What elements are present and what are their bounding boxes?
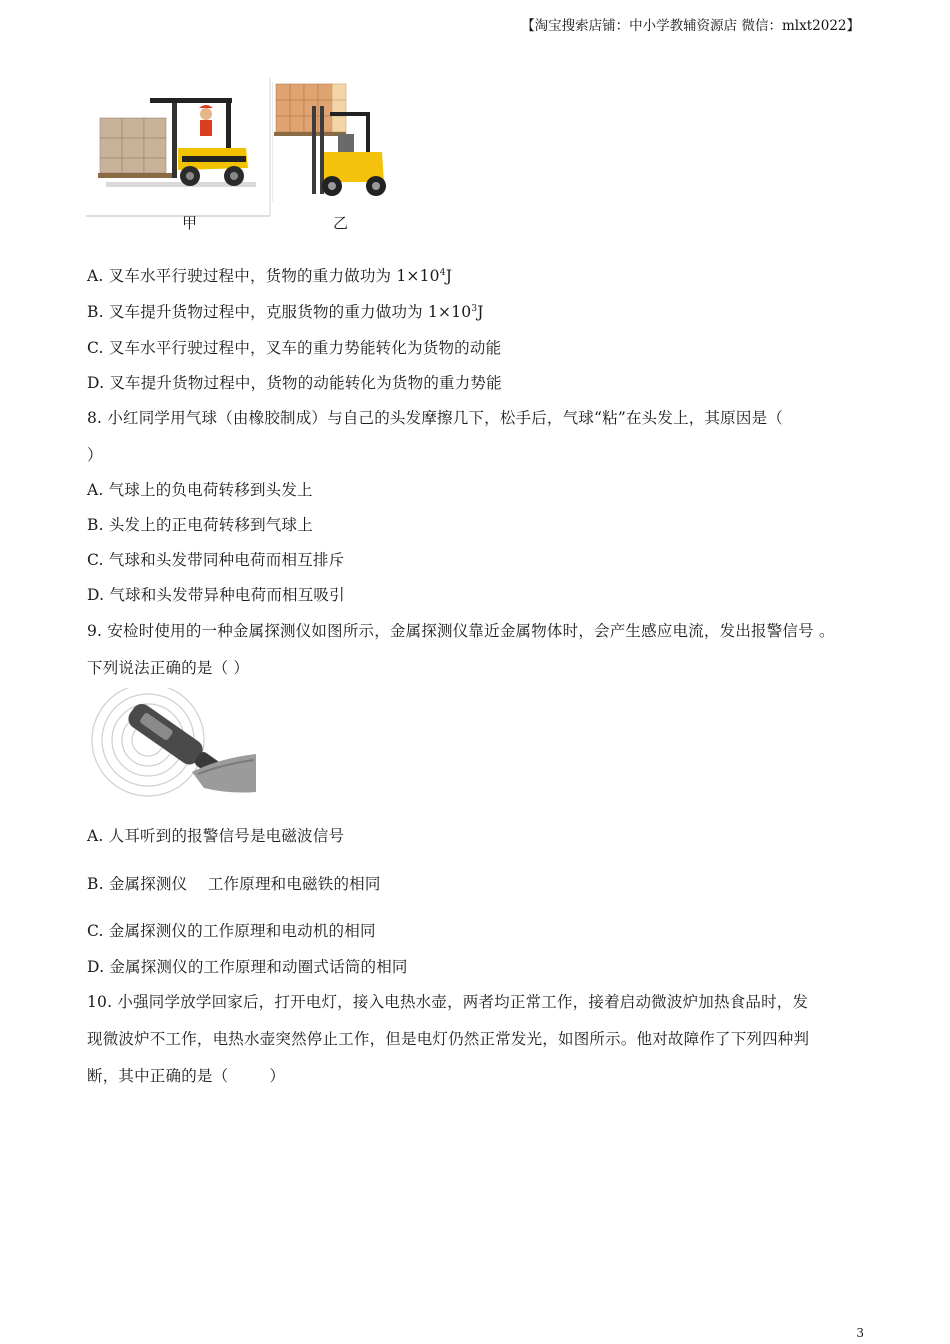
q7-option-c: C. 叉车水平行驶过程中，叉车的重力势能转化为货物的动能: [87, 339, 502, 357]
q7-option-a: [87, 264, 452, 286]
q9-option-d: D. 金属探测仪的工作原理和动圈式话筒的相同: [87, 958, 408, 976]
q9-stem-line-2: 下列说法正确的是（ ）: [87, 659, 250, 677]
q7-option-a-text: A. 叉车水平行驶过程中，货物的重力做功为 1×10: [87, 267, 440, 285]
figure-caption-a: 甲: [182, 214, 198, 232]
q7-option-b-text: B. 叉车提升货物过程中，克服货物的重力做功为 1×10: [87, 303, 472, 321]
q8-option-b: B. 头发上的正电荷转移到气球上: [87, 516, 313, 534]
q7-option-a-exponent: 4: [439, 267, 446, 278]
q9-option-c: C. 金属探测仪的工作原理和电动机的相同: [87, 922, 376, 940]
q10-stem-line-2: 现微波炉不工作，电热水壶突然停止工作，但是电灯仍然正常发光，如图所示。他对故障作了下列四种判: [87, 1030, 810, 1048]
q7-option-b-unit: J: [477, 303, 484, 321]
forklift-b-image: [272, 82, 398, 202]
forklift-figure: [86, 78, 406, 238]
metal-detector-image: [88, 688, 258, 804]
forklift-a-image: [86, 78, 271, 218]
page-number: 3: [856, 1326, 864, 1340]
q7-option-b-exponent: 3: [471, 303, 478, 314]
q9-option-a: A. 人耳听到的报警信号是电磁波信号: [87, 827, 345, 845]
q10-stem-line-1: 10. 小强同学放学回家后，打开电灯，接入电热水壶，两者均正常工作，接着启动微波炉加热食品时，发: [87, 993, 809, 1011]
q8-option-c: C. 气球和头发带同种电荷而相互排斥: [87, 551, 345, 569]
q8-stem-line-2: ）: [87, 446, 103, 464]
q7-option-b: [87, 300, 484, 322]
q7-option-a-unit: J: [445, 267, 453, 285]
q8-option-a: A. 气球上的负电荷转移到头发上: [87, 481, 313, 499]
q10-stem-line-3: 断，其中正确的是（ ）: [87, 1067, 286, 1085]
q8-stem-line-1: 8. 小红同学用气球（由橡胶制成）与自己的头发摩擦几下，松手后，气球“粘”在头发上，其原因是（: [87, 409, 783, 427]
q7-option-d: D. 叉车提升货物过程中，货物的动能转化为货物的重力势能: [87, 374, 502, 392]
q8-option-d: D. 气球和头发带异种电荷而相互吸引: [87, 586, 345, 604]
q9-stem-line-1: 9. 安检时使用的一种金属探测仪如图所示，金属探测仪靠近金属物体时，会产生感应电流，发出报警信号 。: [87, 622, 835, 640]
q9-option-b: B. 金属探测仪 工作原理和电磁铁的相同: [87, 875, 381, 893]
figure-caption-b: 乙: [333, 214, 349, 232]
page-header: 【淘宝搜索店铺：中小学教辅资源店 微信：mlxt2022】: [521, 18, 860, 34]
